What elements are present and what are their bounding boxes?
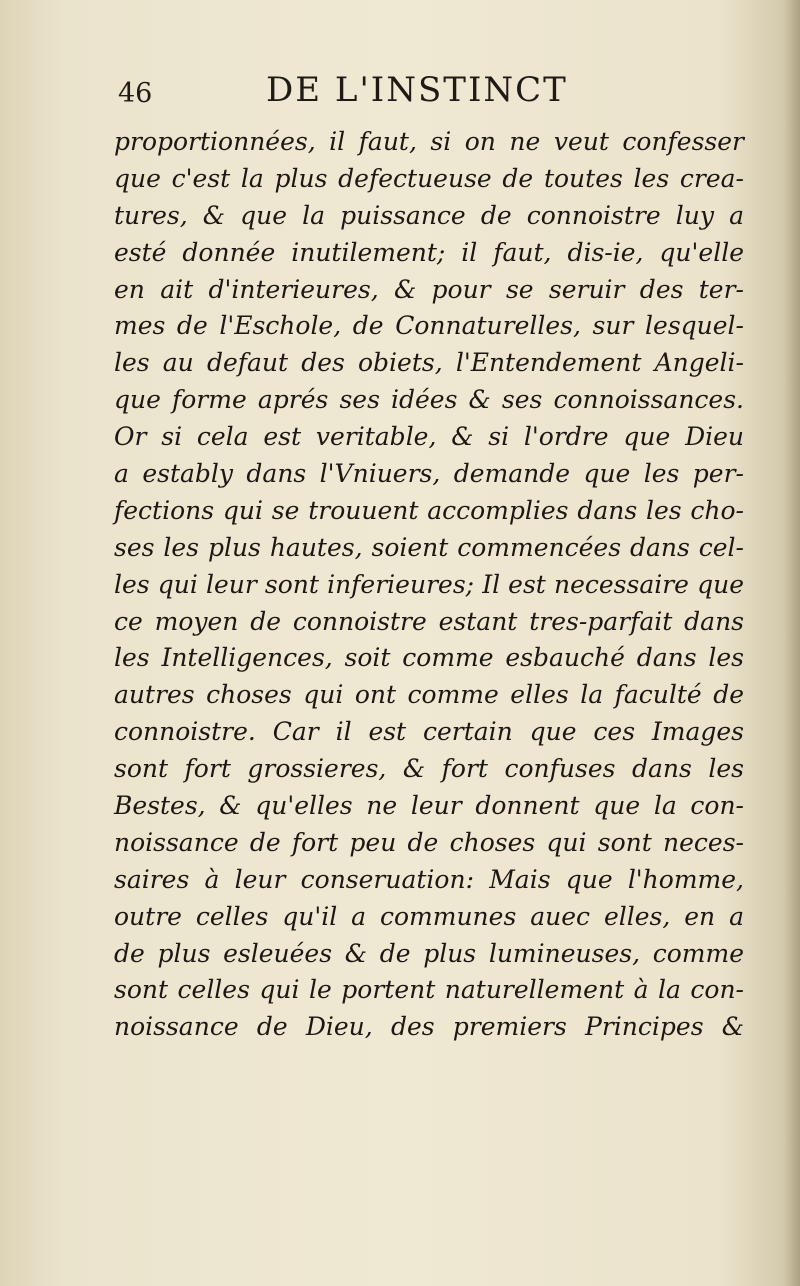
text-line: noissance de fort peu de choses qui sont neces- [114,827,744,857]
text-line: en ait d'interieures, & pour se seruir des ter- [114,274,744,304]
text-line: ce moyen de connoistre estant tres-parfait dans [114,606,744,636]
page-header [118,70,738,130]
text-line: tures, & que la puissance de connoistre luy a [114,200,744,230]
text-line: saires à leur conseruation: Mais que l'homme, [114,864,744,894]
text-line: ses les plus hautes, soient commencées dans cel- [114,532,744,562]
text-line: outre celles qu'il a communes auec elles, en a [114,901,744,931]
text-line: esté donnée inutilement; il faut, dis-ie, qu'elle [114,237,744,267]
text-line: proportionnées, il faut, si on ne veut confesser [114,127,744,156]
text-line: Bestes, & qu'elles ne leur donnent que la con- [114,791,744,821]
text-line: Or si cela est veritable, & si l'ordre que Dieu [114,422,744,452]
text-line: les au defaut des obiets, l'Entendement Angeli- [114,348,744,378]
text-line: de plus esleuées & de plus lumineuses, comme [114,938,744,968]
body-text [114,124,744,1046]
text-line: noissance de Dieu, des premiers Principes & [114,1012,744,1042]
text-line: que forme aprés ses idées & ses connoissances. [114,385,744,415]
text-line: fections qui se trouuent accomplies dans les cho- [114,495,744,525]
text-line: que c'est la plus defectueuse de toutes les crea- [114,163,744,193]
text-line: autres choses qui ont comme elles la faculté de [114,680,744,710]
text-line: sont fort grossieres, & fort confuses dans les [114,754,744,784]
page-number: 46 [118,78,153,109]
text-line: les qui leur sont inferieures; Il est necessaire que [114,569,744,599]
text-line: mes de l'Eschole, de Connaturelles, sur lesquel- [114,311,744,341]
text-line: les Intelligences, soit comme esbauché dans les [114,643,744,673]
running-head: DE L'INSTINCT [266,70,568,110]
text-line: sont celles qui le portent naturellement à la con- [114,975,744,1005]
text-line: a estably dans l'Vniuers, demande que les per- [114,459,744,489]
text-line: connoistre. Car il est certain que ces Images [114,717,744,747]
page-edge-shadow [784,0,800,1286]
